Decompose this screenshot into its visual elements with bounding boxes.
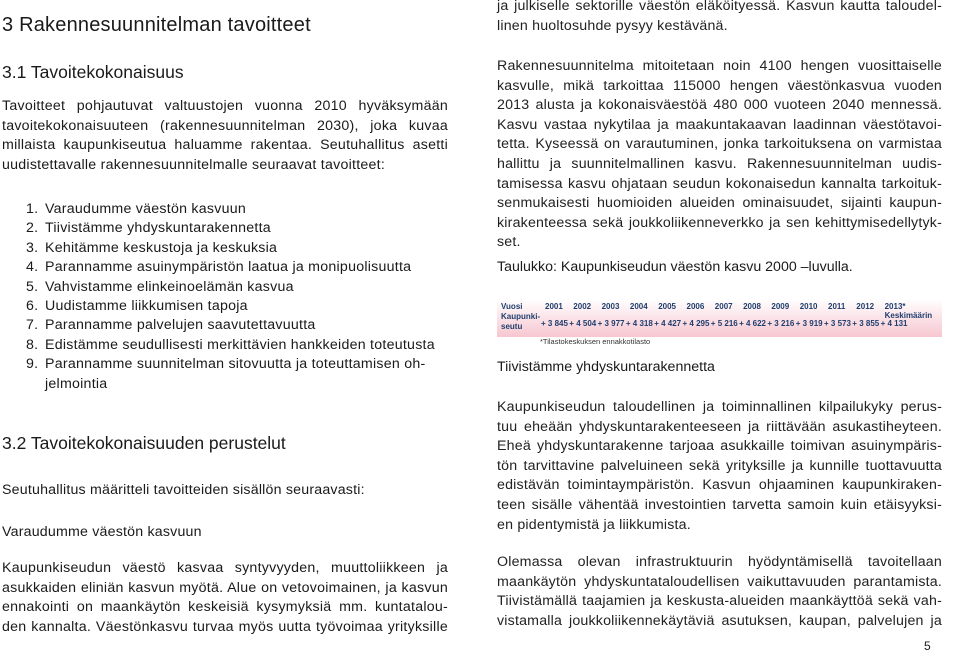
table-value-cell: + 3 919 [795,319,823,328]
table-value-cell: + 4 622 [739,319,767,328]
list-text-line: Parannamme suunnitelman sitovuutta ja toteuttamisen oh- [45,356,426,373]
list-text: Edistämme seudullisesti merkittävien hankkeiden toteutusta [45,336,435,353]
list-text: Varaudumme väestön kasvuun [45,201,247,217]
row-label-line: seutu [501,322,523,331]
list-item [26,258,456,277]
text-line: Tiivistämällä taajamien ja keskusta-alueiden maankäyttöä sekä vah- [497,593,942,610]
list-text: Parannamme palvelujen saavutettavuutta [45,317,316,334]
text-line: linen huoltosuhde pysyy kestävänä. [497,17,728,34]
table-year-cell: 2008 [743,302,761,311]
table-year-cell: 2013* Keskimäärin [884,302,933,320]
list-number: 5. [26,278,39,295]
table-value-cell: + 5 216 [710,319,738,328]
text-line: uudistettavalle rakennesuunnitelmalle seuraavat tavoitteet: [2,156,386,173]
table-value-cell: + 4 295 [682,319,710,328]
text-line: millaista kaupunkiseutua haluamme rakentaa. Seutuhallitus asetti [2,137,448,153]
list-item [26,219,456,238]
table-value-cell: + 3 573 [824,319,851,328]
text-line: vistamalla joukkoliikennekäytäviä asutuksen, kaupan, palvelujen ja [497,612,942,629]
table-year-cell: 2009 [771,302,790,311]
infrastructure-paragraph [497,553,942,631]
table-value-cell: + 3 977 [597,319,625,328]
text-line: den kannalta. Väestönkasvu turvaa myös uutta työvoimaa yrityksille [2,618,448,635]
table-year-cell: 2007 [714,302,733,311]
chapter-title: 3 Rakennesuunnitelman tavoitteet [2,14,311,36]
text-line: set. [497,234,521,251]
population-growth-table [497,296,942,348]
table-value-cell: + 4 131 [880,319,908,328]
list-number: 8. [26,336,39,353]
table-value-cell: + 4 504 [569,319,597,328]
section-title-tavoitekokonaisuus: 3.1 Tavoitekokonaisuus [2,62,184,82]
text-line: Olemassa olevan infrastruktuurin hyödyntämisellä tavoitellaan [497,554,942,570]
subheading-tiivistaminen: Tiivistämme yhdyskuntarakennetta [497,359,715,375]
text-line: asukkaiden eliniän kasvun myötä. Alue on vetovoimainen, ja kasvun [2,579,448,596]
list-item [26,316,456,335]
text-line: tavoitekokonaisuuteen (rakennesuunnitelman 2030), joka kuvaa [2,117,448,134]
continued-paragraph [497,0,942,36]
list-text: Kehitämme keskustoja ja keskuksia [45,239,278,256]
text-line: en pidentymistä ja liikkumista. [497,516,691,533]
list-text: Parannamme asuinympäristön laatua ja monipuolisuutta [45,259,412,276]
list-number: 1. [26,201,39,217]
goals-list [26,200,456,394]
table-value-cell: + 4 427 [654,319,682,328]
text-line: ennakointi on maankäytön keskeisiä kysymyksiä mm. kuntatalou- [2,599,448,615]
table-year-cell: 2011 [828,302,846,311]
table-value-cell: + 3 216 [767,319,795,328]
section-title-perustelut: 3.2 Tavoitekokonaisuuden perustelut [2,433,286,453]
text-line: tamisessa kasvu ohjataan seudun kokonaisedun kannalta tarkoituk- [497,175,942,192]
table-value-cell: + 3 855 [852,319,880,328]
text-line: senmukaisesti huomioiden alueiden ominaisuudet, sijainti kaupun- [497,195,942,212]
table-year-cell: 2004 [629,302,648,311]
list-text-line: jelmointia [45,375,108,392]
table-year-cell: 2012 [856,302,875,311]
list-item [26,239,456,258]
text-line: Kasvu vastaa nykytilaa ja maakuntakaavan laadinnan väestötavoi- [497,116,942,133]
row-label-line: Kaupunki- [501,312,541,321]
text-line: Kaupunkiseudun väestö kasvaa syntyvyyden, muuttoliikkeen ja [2,560,448,576]
subheading-vaestonkasvu: Varaudumme väestön kasvuun [2,524,202,540]
table-value-cell: + 4 318 [625,319,653,328]
table-caption: Taulukko: Kaupunkiseudun väestön kasvu 2000 –luvulla. [497,259,853,275]
text-line: kasvulle, mikä tarkoittaa 115000 hengen väestönkasvua vuoden [497,77,942,94]
list-item [26,297,456,316]
table-year-cell: 2002 [573,302,592,311]
text-line: Rakennesuunnitelma mitoitetaan noin 4100 hengen vuosittaiselle [497,58,942,74]
table-year-cell: 2003 [601,302,620,311]
list-text [45,355,456,394]
list-number: 2. [26,220,39,237]
text-line: Eheä yhdyskuntarakenne tarjoaa asukkaille toimivan asuinympäris- [497,438,942,455]
table-row-label [501,302,540,332]
text-line: tön tarvittavine palveluineen sekä yrityksille ja kunnille tuottavuutta [497,457,942,474]
text-line: kirakenteessa sekä joukkoliikenneverkko ja sen kehittymisedellytyk- [497,214,942,231]
text-line: tetta. Kyseessä on varautuminen, jonka tarkoituksena on varmistaa [497,136,942,153]
text-line: teen sisälle vähentää investointien tarvetta samoin kuin etäisyyksi- [497,496,942,513]
table-year-cell: 2010 [799,302,818,311]
list-number: 4. [26,259,39,276]
text-line: ja julkiselle sektorille väestön eläköityessä. Kasvun kautta taloudel- [497,0,942,14]
list-number: 6. [26,298,39,315]
text-line: Tavoitteet pohjautuvat valtuustojen vuonna 2010 hyväksymään [2,98,448,114]
densification-paragraph [497,398,942,535]
text-line: Kaupunkiseudun taloudellinen ja toiminnallinen kilpailukyky perus- [497,399,942,415]
table-year-cell: 2006 [686,302,705,311]
text-line: tuu eheään yhdyskuntarakenteeseen ja riittävään asukastiheyteen. [497,418,942,435]
table-value-cell: + 3 845 [541,319,568,328]
page-number: 5 [924,639,931,653]
text-line: maankäytön yhdyskuntataloudellisen vaikuttavuuden parantamista. [497,573,942,590]
intro-paragraph [2,97,448,175]
list-text: Vahvistamme elinkeinoelämän kasvua [45,278,294,295]
table-year-cell: 2005 [658,302,676,311]
list-item [26,355,456,394]
list-number: 7. [26,317,39,334]
row-label-line: Vuosi [501,302,523,311]
list-number: 3. [26,239,39,256]
section-intro: Seutuhallitus määritteli tavoitteiden sisällön seuraavasti: [2,482,365,498]
table-footnote: *Tilastokeskuksen ennakkotilasto [540,337,651,346]
list-item [26,278,456,297]
text-line: edistävän toimintaympäristön. Kasvun ohjaaminen kaupunkiraken- [497,477,942,494]
table-year-cell: 2001 [545,302,563,311]
list-text: Tiivistämme yhdyskuntarakennetta [45,220,271,237]
list-text: Uudistamme liikkumisen tapoja [45,298,248,315]
body-paragraph [2,559,448,637]
text-line: 2013 alusta ja kokonaisväestöä 480 000 vuoteen 2040 mennessä. [497,97,942,114]
dimensioning-paragraph [497,57,942,253]
list-item [26,200,456,219]
list-item [26,336,456,355]
list-number: 9. [26,356,39,373]
text-line: hallittu ja suunnitelmallinen kasvu. Rakennesuunnitelman uudis- [497,155,942,172]
